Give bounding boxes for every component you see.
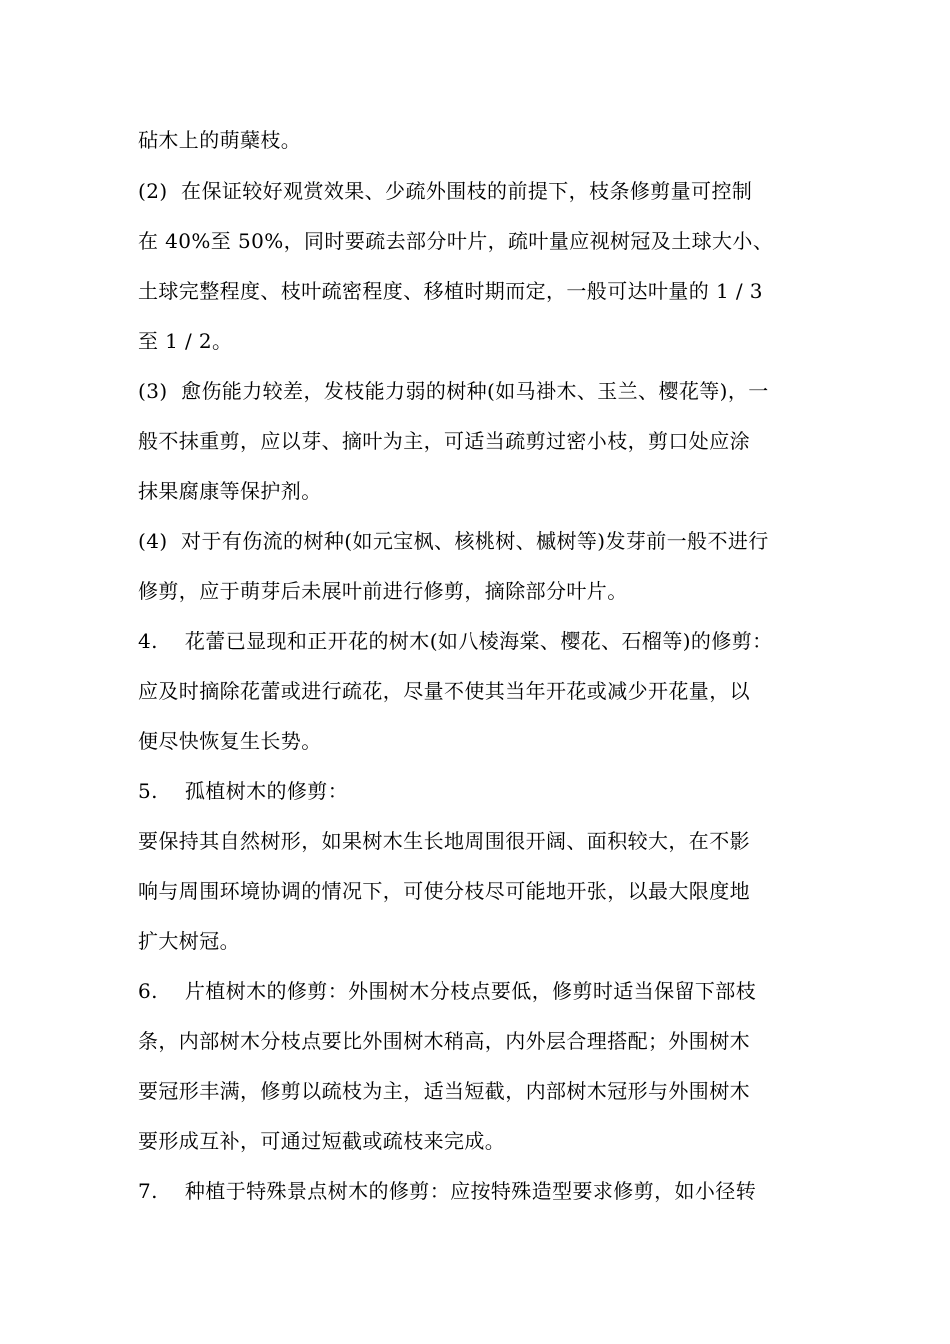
text-line: (3) 愈伤能力较差，发枝能力弱的树种(如马褂木、玉兰、樱花等)，一 xyxy=(138,379,769,403)
text-line: 要保持其自然树形，如果树木生长地周围很开阔、面积较大，在不影 xyxy=(138,829,750,853)
text-line: (2) 在保证较好观赏效果、少疏外围枝的前提下，枝条修剪量可控制 xyxy=(138,179,753,203)
text-line: 扩大树冠。 xyxy=(138,929,240,953)
text-line: 要形成互补，可通过短截或疏枝来完成。 xyxy=(138,1129,506,1153)
text-line: 响与周围环境协调的情况下，可使分枝尽可能地开张，以最大限度地 xyxy=(138,879,750,903)
text-line: 条，内部树木分枝点要比外围树木稍高，内外层合理搭配；外围树木 xyxy=(138,1029,750,1053)
text-line: 6. 片植树木的修剪：外围树木分枝点要低，修剪时适当保留下部枝 xyxy=(138,979,757,1003)
text-line: 4. 花蕾已显现和正开花的树木(如八棱海棠、樱花、石榴等)的修剪： xyxy=(138,629,773,653)
text-line: 至 1 / 2。 xyxy=(138,329,233,353)
text-line: 要冠形丰满，修剪以疏枝为主，适当短截，内部树木冠形与外围树木 xyxy=(138,1079,750,1103)
text-line: 5. 孤植树木的修剪： xyxy=(138,779,349,803)
text-line: 抹果腐康等保护剂。 xyxy=(138,479,322,503)
text-line: 般不抹重剪，应以芽、摘叶为主，可适当疏剪过密小枝，剪口处应涂 xyxy=(138,429,750,453)
text-line: 便尽快恢复生长势。 xyxy=(138,729,322,753)
text-line: 应及时摘除花蕾或进行疏花，尽量不使其当年开花或减少开花量，以 xyxy=(138,679,750,703)
text-line: 砧木上的萌蘖枝。 xyxy=(138,128,302,152)
text-line: 7. 种植于特殊景点树木的修剪：应按特殊造型要求修剪，如小径转 xyxy=(138,1179,757,1203)
text-line: 修剪，应于萌芽后未展叶前进行修剪，摘除部分叶片。 xyxy=(138,579,628,603)
text-line: 在 40%至 50%，同时要疏去部分叶片，疏叶量应视树冠及土球大小、 xyxy=(138,229,774,253)
text-line: 土球完整程度、枝叶疏密程度、移植时期而定，一般可达叶量的 1 / 3 xyxy=(138,279,763,303)
text-line: (4) 对于有伤流的树种(如元宝枫、核桃树、槭树等)发芽前一般不进行 xyxy=(138,529,769,553)
